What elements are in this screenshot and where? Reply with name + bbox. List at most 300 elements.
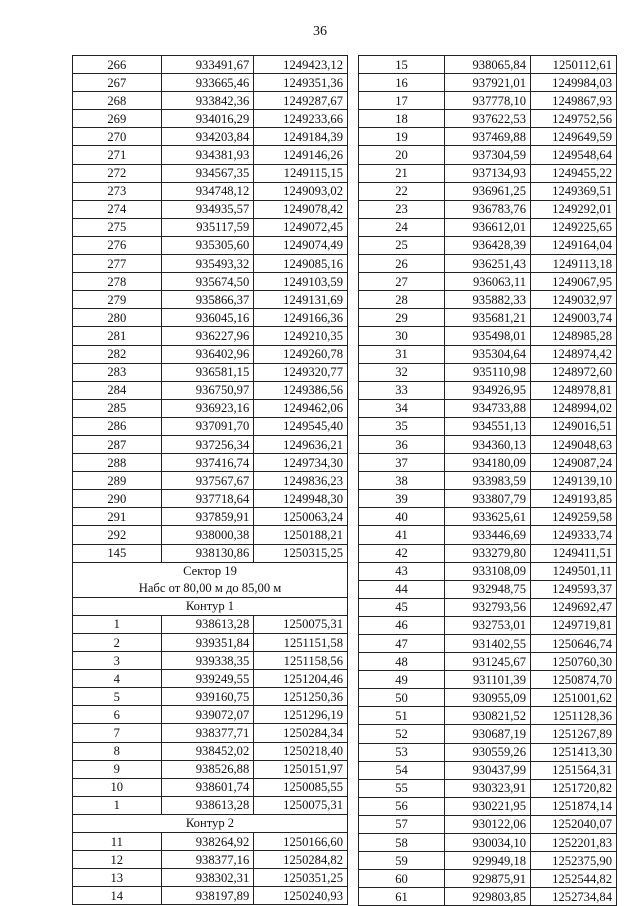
y-coordinate-cell: 1249113,18 bbox=[531, 255, 617, 273]
y-coordinate-cell: 1249501,11 bbox=[531, 562, 617, 580]
table-row bbox=[73, 688, 348, 706]
x-coordinate-cell: 930221,95 bbox=[445, 797, 531, 815]
table-row bbox=[73, 508, 348, 526]
y-coordinate-cell: 1249867,93 bbox=[531, 92, 617, 110]
point-number-cell: 37 bbox=[359, 454, 445, 472]
table-row bbox=[359, 273, 617, 291]
x-coordinate-cell: 939338,35 bbox=[161, 652, 254, 670]
table-row bbox=[359, 707, 617, 725]
y-coordinate-cell: 1251413,30 bbox=[531, 743, 617, 761]
x-coordinate-cell: 937859,91 bbox=[161, 508, 254, 526]
table-row bbox=[73, 92, 348, 110]
point-number-cell: 6 bbox=[73, 706, 162, 724]
y-coordinate-cell: 1249320,77 bbox=[254, 363, 348, 381]
table-row bbox=[73, 796, 348, 814]
table-row bbox=[359, 653, 617, 671]
y-coordinate-cell: 1252734,84 bbox=[531, 888, 617, 906]
table-row bbox=[359, 815, 617, 833]
point-number-cell: 8 bbox=[73, 742, 162, 760]
point-number-cell: 280 bbox=[73, 309, 162, 327]
point-number-cell: 279 bbox=[73, 291, 162, 309]
x-coordinate-cell: 938000,38 bbox=[161, 526, 254, 544]
y-coordinate-cell: 1250063,24 bbox=[254, 508, 348, 526]
table-row bbox=[73, 273, 348, 291]
y-coordinate-cell: 1251564,31 bbox=[531, 761, 617, 779]
x-coordinate-cell: 935305,60 bbox=[161, 236, 254, 254]
y-coordinate-cell: 1250166,60 bbox=[254, 833, 348, 851]
y-coordinate-cell: 1249166,36 bbox=[254, 309, 348, 327]
table-row bbox=[359, 508, 617, 526]
x-coordinate-cell: 938302,31 bbox=[161, 869, 254, 887]
x-coordinate-cell: 930687,19 bbox=[445, 725, 531, 743]
y-coordinate-cell: 1249292,01 bbox=[531, 200, 617, 218]
point-number-cell: 44 bbox=[359, 580, 445, 598]
y-coordinate-cell: 1249146,26 bbox=[254, 146, 348, 164]
y-coordinate-cell: 1251250,36 bbox=[254, 688, 348, 706]
table-row bbox=[359, 454, 617, 472]
table-row bbox=[359, 92, 617, 110]
contour-title-row bbox=[73, 597, 348, 615]
y-coordinate-cell: 1249649,59 bbox=[531, 128, 617, 146]
table-row bbox=[359, 399, 617, 417]
y-coordinate-cell: 1250151,97 bbox=[254, 760, 348, 778]
x-coordinate-cell: 936750,97 bbox=[161, 381, 254, 399]
x-coordinate-cell: 934180,09 bbox=[445, 454, 531, 472]
y-coordinate-cell: 1248972,60 bbox=[531, 363, 617, 381]
y-coordinate-cell: 1249423,12 bbox=[254, 56, 348, 74]
table-row bbox=[359, 852, 617, 870]
point-number-cell: 292 bbox=[73, 526, 162, 544]
point-number-cell: 5 bbox=[73, 688, 162, 706]
y-coordinate-cell: 1249545,40 bbox=[254, 417, 348, 435]
table-row bbox=[359, 870, 617, 888]
point-number-cell: 21 bbox=[359, 164, 445, 182]
point-number-cell: 284 bbox=[73, 381, 162, 399]
point-number-cell: 278 bbox=[73, 273, 162, 291]
x-coordinate-cell: 936923,16 bbox=[161, 399, 254, 417]
point-number-cell: 39 bbox=[359, 490, 445, 508]
point-number-cell: 273 bbox=[73, 182, 162, 200]
x-coordinate-cell: 932793,56 bbox=[445, 598, 531, 616]
table-row bbox=[359, 797, 617, 815]
point-number-cell: 275 bbox=[73, 218, 162, 236]
y-coordinate-cell: 1250284,34 bbox=[254, 724, 348, 742]
y-coordinate-cell: 1249048,63 bbox=[531, 435, 617, 453]
y-coordinate-cell: 1249836,23 bbox=[254, 472, 348, 490]
point-number-cell: 288 bbox=[73, 454, 162, 472]
y-coordinate-cell: 1249074,49 bbox=[254, 236, 348, 254]
y-coordinate-cell: 1249548,64 bbox=[531, 146, 617, 164]
table-row bbox=[73, 146, 348, 164]
table-row bbox=[359, 218, 617, 236]
point-number-cell: 25 bbox=[359, 236, 445, 254]
y-coordinate-cell: 1249067,95 bbox=[531, 273, 617, 291]
y-coordinate-cell: 1250284,82 bbox=[254, 851, 348, 869]
point-number-cell: 15 bbox=[359, 56, 445, 74]
y-coordinate-cell: 1250760,30 bbox=[531, 653, 617, 671]
point-number-cell: 268 bbox=[73, 92, 162, 110]
y-coordinate-cell: 1251128,36 bbox=[531, 707, 617, 725]
y-coordinate-cell: 1251204,46 bbox=[254, 670, 348, 688]
table-row bbox=[359, 345, 617, 363]
y-coordinate-cell: 1249752,56 bbox=[531, 110, 617, 128]
x-coordinate-cell: 933842,36 bbox=[161, 92, 254, 110]
table-row bbox=[73, 110, 348, 128]
x-coordinate-cell: 938526,88 bbox=[161, 760, 254, 778]
x-coordinate-cell: 937256,34 bbox=[161, 435, 254, 453]
table-row bbox=[73, 164, 348, 182]
point-number-cell: 52 bbox=[359, 725, 445, 743]
x-coordinate-cell: 938452,02 bbox=[161, 742, 254, 760]
point-number-cell: 43 bbox=[359, 562, 445, 580]
x-coordinate-cell: 934748,12 bbox=[161, 182, 254, 200]
y-coordinate-cell: 1248985,28 bbox=[531, 327, 617, 345]
x-coordinate-cell: 938197,89 bbox=[161, 887, 254, 905]
point-number-cell: 32 bbox=[359, 363, 445, 381]
point-number-cell: 282 bbox=[73, 345, 162, 363]
point-number-cell: 24 bbox=[359, 218, 445, 236]
y-coordinate-cell: 1250085,55 bbox=[254, 778, 348, 796]
table-row bbox=[73, 544, 348, 562]
x-coordinate-cell: 934926,95 bbox=[445, 381, 531, 399]
y-coordinate-cell: 1250218,40 bbox=[254, 742, 348, 760]
y-coordinate-cell: 1249003,74 bbox=[531, 309, 617, 327]
table-row bbox=[73, 417, 348, 435]
x-coordinate-cell: 930122,06 bbox=[445, 815, 531, 833]
table-row bbox=[359, 743, 617, 761]
point-number-cell: 12 bbox=[73, 851, 162, 869]
table-row bbox=[73, 615, 348, 633]
x-coordinate-cell: 934381,93 bbox=[161, 146, 254, 164]
table-row bbox=[359, 309, 617, 327]
point-number-cell: 42 bbox=[359, 544, 445, 562]
x-coordinate-cell: 929803,85 bbox=[445, 888, 531, 906]
table-row bbox=[73, 472, 348, 490]
x-coordinate-cell: 936402,96 bbox=[161, 345, 254, 363]
point-number-cell: 33 bbox=[359, 381, 445, 399]
y-coordinate-cell: 1250075,31 bbox=[254, 796, 348, 814]
point-number-cell: 50 bbox=[359, 689, 445, 707]
x-coordinate-cell: 931101,39 bbox=[445, 671, 531, 689]
y-coordinate-cell: 1250351,25 bbox=[254, 869, 348, 887]
table-row bbox=[359, 435, 617, 453]
x-coordinate-cell: 937622,53 bbox=[445, 110, 531, 128]
table-row bbox=[73, 56, 348, 74]
y-coordinate-cell: 1250646,74 bbox=[531, 635, 617, 653]
x-coordinate-cell: 930437,99 bbox=[445, 761, 531, 779]
y-coordinate-cell: 1252544,82 bbox=[531, 870, 617, 888]
x-coordinate-cell: 939160,75 bbox=[161, 688, 254, 706]
point-number-cell: 27 bbox=[359, 273, 445, 291]
contour-title: Контур 1 bbox=[73, 597, 348, 615]
point-number-cell: 23 bbox=[359, 200, 445, 218]
x-coordinate-cell: 933446,69 bbox=[445, 526, 531, 544]
y-coordinate-cell: 1249259,58 bbox=[531, 508, 617, 526]
table-row bbox=[73, 652, 348, 670]
y-coordinate-cell: 1249260,78 bbox=[254, 345, 348, 363]
x-coordinate-cell: 938130,86 bbox=[161, 544, 254, 562]
y-coordinate-cell: 1249719,81 bbox=[531, 616, 617, 634]
x-coordinate-cell: 938264,92 bbox=[161, 833, 254, 851]
height-range-row bbox=[73, 580, 348, 598]
point-number-cell: 56 bbox=[359, 797, 445, 815]
y-coordinate-cell: 1249032,97 bbox=[531, 291, 617, 309]
table-row bbox=[73, 833, 348, 851]
point-number-cell: 9 bbox=[73, 760, 162, 778]
table-row bbox=[359, 725, 617, 743]
x-coordinate-cell: 934733,88 bbox=[445, 399, 531, 417]
x-coordinate-cell: 937091,70 bbox=[161, 417, 254, 435]
x-coordinate-cell: 937921,01 bbox=[445, 74, 531, 92]
x-coordinate-cell: 935304,64 bbox=[445, 345, 531, 363]
y-coordinate-cell: 1251874,14 bbox=[531, 797, 617, 815]
x-coordinate-cell: 935681,21 bbox=[445, 309, 531, 327]
table-row bbox=[73, 670, 348, 688]
point-number-cell: 269 bbox=[73, 110, 162, 128]
table-row bbox=[359, 562, 617, 580]
y-coordinate-cell: 1249103,59 bbox=[254, 273, 348, 291]
point-number-cell: 48 bbox=[359, 653, 445, 671]
y-coordinate-cell: 1249184,39 bbox=[254, 128, 348, 146]
point-number-cell: 267 bbox=[73, 74, 162, 92]
table-row bbox=[359, 164, 617, 182]
point-number-cell: 22 bbox=[359, 182, 445, 200]
point-number-cell: 291 bbox=[73, 508, 162, 526]
table-row bbox=[73, 851, 348, 869]
point-number-cell: 285 bbox=[73, 399, 162, 417]
table-row bbox=[359, 544, 617, 562]
point-number-cell: 59 bbox=[359, 852, 445, 870]
x-coordinate-cell: 934935,57 bbox=[161, 200, 254, 218]
y-coordinate-cell: 1249984,03 bbox=[531, 74, 617, 92]
table-row bbox=[359, 635, 617, 653]
x-coordinate-cell: 937567,67 bbox=[161, 472, 254, 490]
x-coordinate-cell: 939072,07 bbox=[161, 706, 254, 724]
x-coordinate-cell: 937416,74 bbox=[161, 454, 254, 472]
page-number: 36 bbox=[313, 24, 327, 39]
table-row bbox=[73, 887, 348, 905]
table-row bbox=[73, 345, 348, 363]
table-body bbox=[359, 56, 617, 906]
x-coordinate-cell: 935110,98 bbox=[445, 363, 531, 381]
coordinates-table-right bbox=[358, 55, 617, 906]
table-row bbox=[359, 761, 617, 779]
table-row bbox=[359, 200, 617, 218]
y-coordinate-cell: 1249093,02 bbox=[254, 182, 348, 200]
x-coordinate-cell: 935882,33 bbox=[445, 291, 531, 309]
x-coordinate-cell: 938377,71 bbox=[161, 724, 254, 742]
x-coordinate-cell: 930955,09 bbox=[445, 689, 531, 707]
y-coordinate-cell: 1251158,56 bbox=[254, 652, 348, 670]
y-coordinate-cell: 1249462,06 bbox=[254, 399, 348, 417]
y-coordinate-cell: 1249333,74 bbox=[531, 526, 617, 544]
x-coordinate-cell: 936581,15 bbox=[161, 363, 254, 381]
x-coordinate-cell: 934360,13 bbox=[445, 435, 531, 453]
point-number-cell: 28 bbox=[359, 291, 445, 309]
y-coordinate-cell: 1250075,31 bbox=[254, 615, 348, 633]
table-row bbox=[73, 363, 348, 381]
table-row bbox=[73, 182, 348, 200]
x-coordinate-cell: 933665,46 bbox=[161, 74, 254, 92]
x-coordinate-cell: 934016,29 bbox=[161, 110, 254, 128]
y-coordinate-cell: 1250240,93 bbox=[254, 887, 348, 905]
point-number-cell: 30 bbox=[359, 327, 445, 345]
point-number-cell: 17 bbox=[359, 92, 445, 110]
point-number-cell: 271 bbox=[73, 146, 162, 164]
x-coordinate-cell: 936227,96 bbox=[161, 327, 254, 345]
y-coordinate-cell: 1251720,82 bbox=[531, 779, 617, 797]
y-coordinate-cell: 1249692,47 bbox=[531, 598, 617, 616]
table-row bbox=[73, 128, 348, 146]
x-coordinate-cell: 937304,59 bbox=[445, 146, 531, 164]
x-coordinate-cell: 936063,11 bbox=[445, 273, 531, 291]
point-number-cell: 7 bbox=[73, 724, 162, 742]
contour-title-row bbox=[73, 814, 348, 832]
y-coordinate-cell: 1251267,89 bbox=[531, 725, 617, 743]
table-row bbox=[73, 218, 348, 236]
table-row bbox=[73, 526, 348, 544]
x-coordinate-cell: 933491,67 bbox=[161, 56, 254, 74]
table-row bbox=[359, 671, 617, 689]
y-coordinate-cell: 1249369,51 bbox=[531, 182, 617, 200]
x-coordinate-cell: 939249,55 bbox=[161, 670, 254, 688]
table-row bbox=[73, 255, 348, 273]
y-coordinate-cell: 1249115,15 bbox=[254, 164, 348, 182]
table-row bbox=[73, 200, 348, 218]
table-row bbox=[359, 255, 617, 273]
point-number-cell: 40 bbox=[359, 508, 445, 526]
point-number-cell: 3 bbox=[73, 652, 162, 670]
x-coordinate-cell: 930323,91 bbox=[445, 779, 531, 797]
table-row bbox=[73, 381, 348, 399]
point-number-cell: 1 bbox=[73, 796, 162, 814]
point-number-cell: 45 bbox=[359, 598, 445, 616]
y-coordinate-cell: 1251001,62 bbox=[531, 689, 617, 707]
coordinates-table-left bbox=[72, 55, 348, 905]
point-number-cell: 145 bbox=[73, 544, 162, 562]
x-coordinate-cell: 938601,74 bbox=[161, 778, 254, 796]
table-row bbox=[359, 616, 617, 634]
y-coordinate-cell: 1249139,10 bbox=[531, 472, 617, 490]
y-coordinate-cell: 1250112,61 bbox=[531, 56, 617, 74]
x-coordinate-cell: 929875,91 bbox=[445, 870, 531, 888]
x-coordinate-cell: 939351,84 bbox=[161, 634, 254, 652]
point-number-cell: 290 bbox=[73, 490, 162, 508]
point-number-cell: 26 bbox=[359, 255, 445, 273]
x-coordinate-cell: 930034,10 bbox=[445, 834, 531, 852]
x-coordinate-cell: 936428,39 bbox=[445, 236, 531, 254]
point-number-cell: 46 bbox=[359, 616, 445, 634]
table-row bbox=[359, 779, 617, 797]
x-coordinate-cell: 935498,01 bbox=[445, 327, 531, 345]
y-coordinate-cell: 1249351,36 bbox=[254, 74, 348, 92]
point-number-cell: 2 bbox=[73, 634, 162, 652]
x-coordinate-cell: 936612,01 bbox=[445, 218, 531, 236]
point-number-cell: 13 bbox=[73, 869, 162, 887]
y-coordinate-cell: 1252201,83 bbox=[531, 834, 617, 852]
x-coordinate-cell: 934203,84 bbox=[161, 128, 254, 146]
y-coordinate-cell: 1249636,21 bbox=[254, 435, 348, 453]
table-row bbox=[359, 110, 617, 128]
y-coordinate-cell: 1249078,42 bbox=[254, 200, 348, 218]
point-number-cell: 47 bbox=[359, 635, 445, 653]
x-coordinate-cell: 938377,16 bbox=[161, 851, 254, 869]
point-number-cell: 61 bbox=[359, 888, 445, 906]
y-coordinate-cell: 1250188,21 bbox=[254, 526, 348, 544]
y-coordinate-cell: 1252040,07 bbox=[531, 815, 617, 833]
table-row bbox=[359, 327, 617, 345]
point-number-cell: 36 bbox=[359, 435, 445, 453]
table-row bbox=[73, 399, 348, 417]
table-row bbox=[359, 146, 617, 164]
table-row bbox=[359, 526, 617, 544]
table-body bbox=[73, 56, 348, 905]
table-row bbox=[359, 363, 617, 381]
table-row bbox=[359, 381, 617, 399]
table-row bbox=[73, 742, 348, 760]
y-coordinate-cell: 1248974,42 bbox=[531, 345, 617, 363]
y-coordinate-cell: 1249085,16 bbox=[254, 255, 348, 273]
y-coordinate-cell: 1249210,35 bbox=[254, 327, 348, 345]
x-coordinate-cell: 935493,32 bbox=[161, 255, 254, 273]
table-row bbox=[73, 869, 348, 887]
table-row bbox=[359, 182, 617, 200]
point-number-cell: 270 bbox=[73, 128, 162, 146]
point-number-cell: 31 bbox=[359, 345, 445, 363]
point-number-cell: 283 bbox=[73, 363, 162, 381]
height-range: Набс от 80,00 м до 85,00 м bbox=[73, 580, 348, 598]
x-coordinate-cell: 935674,50 bbox=[161, 273, 254, 291]
x-coordinate-cell: 936961,25 bbox=[445, 182, 531, 200]
table-row bbox=[73, 490, 348, 508]
x-coordinate-cell: 936251,43 bbox=[445, 255, 531, 273]
x-coordinate-cell: 931402,55 bbox=[445, 635, 531, 653]
x-coordinate-cell: 937718,64 bbox=[161, 490, 254, 508]
point-number-cell: 286 bbox=[73, 417, 162, 435]
y-coordinate-cell: 1249072,45 bbox=[254, 218, 348, 236]
table-row bbox=[359, 689, 617, 707]
table-row bbox=[73, 706, 348, 724]
point-number-cell: 14 bbox=[73, 887, 162, 905]
point-number-cell: 29 bbox=[359, 309, 445, 327]
point-number-cell: 54 bbox=[359, 761, 445, 779]
point-number-cell: 57 bbox=[359, 815, 445, 833]
point-number-cell: 51 bbox=[359, 707, 445, 725]
point-number-cell: 49 bbox=[359, 671, 445, 689]
point-number-cell: 276 bbox=[73, 236, 162, 254]
point-number-cell: 289 bbox=[73, 472, 162, 490]
y-coordinate-cell: 1249131,69 bbox=[254, 291, 348, 309]
y-coordinate-cell: 1250874,70 bbox=[531, 671, 617, 689]
y-coordinate-cell: 1249455,22 bbox=[531, 164, 617, 182]
y-coordinate-cell: 1251151,58 bbox=[254, 634, 348, 652]
point-number-cell: 34 bbox=[359, 399, 445, 417]
point-number-cell: 4 bbox=[73, 670, 162, 688]
y-coordinate-cell: 1249233,66 bbox=[254, 110, 348, 128]
point-number-cell: 10 bbox=[73, 778, 162, 796]
table-row bbox=[73, 435, 348, 453]
y-coordinate-cell: 1249948,30 bbox=[254, 490, 348, 508]
x-coordinate-cell: 930821,52 bbox=[445, 707, 531, 725]
y-coordinate-cell: 1249386,56 bbox=[254, 381, 348, 399]
x-coordinate-cell: 933983,59 bbox=[445, 472, 531, 490]
table-row bbox=[73, 778, 348, 796]
point-number-cell: 287 bbox=[73, 435, 162, 453]
point-number-cell: 20 bbox=[359, 146, 445, 164]
x-coordinate-cell: 938613,28 bbox=[161, 796, 254, 814]
x-coordinate-cell: 933108,09 bbox=[445, 562, 531, 580]
table-row bbox=[359, 834, 617, 852]
